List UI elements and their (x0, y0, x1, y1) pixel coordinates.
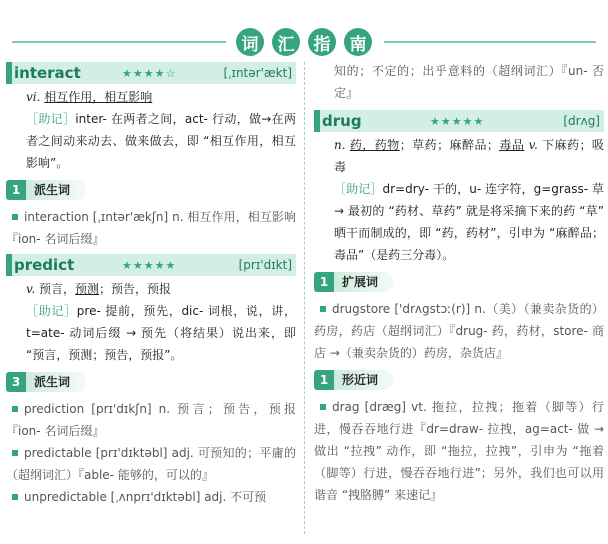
bullet-icon (320, 306, 326, 312)
meaning: ；预告，预报 (99, 282, 172, 296)
memo-text: dr=dry- 干的，u- 连字符，g=grass- 草 → 最初的 “药材、草药” 就是将采摘下来的药 “草” 晒干而制成的，即 “药，药材”，引申为 “麻醉品；毒品”（是药三分毒）。 (334, 182, 604, 262)
meaning-underlined: 毒品 (498, 138, 525, 152)
bullet-icon (320, 404, 326, 410)
definition (6, 86, 296, 108)
memo (6, 108, 296, 174)
star-rating: ★★★★★ (122, 258, 177, 272)
subsection-count: 1 (314, 272, 334, 292)
item-text: unpredictable [ˌʌnprɪ'dɪktəbl] adj. 不可预 (24, 490, 267, 504)
phonetic: [prɪ'dɪkt] (238, 258, 292, 272)
bullet-icon (12, 406, 18, 412)
memo-tag: ［助记］ (334, 182, 383, 196)
star-rating: ★★★★☆ (122, 66, 177, 80)
memo-tag: ［助记］ (26, 304, 77, 318)
header-rule-right (384, 41, 596, 43)
list-item (6, 398, 296, 442)
item-text: drugstore ['drʌgstɔː(r)] n.（美）（兼卖杂货的）药房，药店（超纲词汇）『drug- 药，药材，store- 商店 →（兼卖杂货的）药房，杂货店』 (314, 302, 604, 360)
part-of-speech: n. (334, 138, 346, 152)
column-divider (304, 62, 305, 534)
bullet-icon (12, 214, 18, 220)
meaning-underlined: 药，药物 (349, 138, 400, 152)
subsection-derivatives (6, 370, 296, 394)
subsection-count: 3 (6, 372, 26, 392)
definition (314, 134, 604, 178)
header-char: 指 (308, 28, 336, 56)
header-title (236, 28, 372, 56)
entry-header-drug (314, 110, 604, 132)
item-text: prediction [prɪ'dɪkʃn] n. 预言；预告，预报『ion- 名词后缀』 (6, 402, 296, 438)
meaning: 预言， (39, 282, 76, 296)
subsection-extensions (314, 270, 604, 294)
headword: predict (14, 256, 75, 274)
part-of-speech: vi. (26, 90, 41, 104)
phonetic: [drʌg] (563, 114, 600, 128)
list-item (314, 298, 604, 364)
section-header (0, 28, 608, 56)
subsection-label: 形近词 (334, 370, 394, 390)
memo (314, 178, 604, 266)
header-char: 汇 (272, 28, 300, 56)
headword: interact (14, 64, 81, 82)
entry-header-interact (6, 62, 296, 84)
item-text: 知的；不定的；出乎意料的（超纲词汇）『un- 否定』 (334, 64, 604, 100)
list-item (6, 486, 296, 508)
header-char: 南 (344, 28, 372, 56)
subsection-label: 派生词 (26, 180, 86, 200)
meaning: ；草药；麻醉品； (399, 138, 499, 152)
memo-text: inter- 在两者之间，act- 行动，做→在两者之间动来动去、做来做去，即 “相互作用，相互影响”。 (26, 112, 296, 170)
item-text: drag [dræg] vt. 拖拉，拉拽；拖着（脚等）行进，慢吞吞地行进『dr=draw- 拉拽，ag=act- 做 → 做出 “拉拽” 动作，即 “拖拉，拉拽”，引申为 “拖着（脚等）行进，慢吞吞地行进”；另外，我们也可以用谐音 “拽胳膊” 来速记』 (314, 400, 604, 502)
definition (6, 278, 296, 300)
memo-text: pre- 提前，预先，dic- 词根，说，讲，t=ate- 动词后缀 → 预先（将结果）说出来，即 “预言，预测；预告，预报”。 (26, 304, 296, 362)
meaning: 下麻药；吸毒 (334, 138, 604, 174)
list-item (314, 396, 604, 506)
list-item (6, 442, 296, 486)
bullet-icon (12, 494, 18, 500)
bullet-icon (12, 450, 18, 456)
header-rule-left (12, 41, 226, 43)
phonetic: [ˌɪntər'ækt] (223, 66, 292, 80)
headword: drug (322, 112, 362, 130)
list-item (6, 206, 296, 250)
item-text: interaction [ˌɪntər'ækʃn] n. 相互作用，相互影响『ion- 名词后缀』 (6, 210, 296, 246)
header-char: 词 (236, 28, 264, 56)
star-rating: ★★★★★ (430, 114, 485, 128)
memo (6, 300, 296, 366)
memo-tag: ［助记］ (26, 112, 76, 126)
meaning: 相互作用，相互影响 (44, 90, 153, 104)
subsection-count: 1 (6, 180, 26, 200)
subsection-derivatives (6, 178, 296, 202)
continued-text (314, 60, 604, 104)
subsection-label: 扩展词 (334, 272, 394, 292)
left-column (6, 62, 296, 508)
subsection-label: 派生词 (26, 372, 86, 392)
right-column (314, 62, 604, 506)
subsection-count: 1 (314, 370, 334, 390)
entry-header-predict (6, 254, 296, 276)
part-of-speech: v. (26, 282, 36, 296)
meaning-underlined: 预测 (75, 282, 100, 296)
part-of-speech: v. (528, 138, 538, 152)
subsection-similar-words (314, 368, 604, 392)
item-text: predictable [prɪ'dɪktəbl] adj. 可预知的；平庸的（超纲词汇）『able- 能够的，可以的』 (6, 446, 296, 482)
